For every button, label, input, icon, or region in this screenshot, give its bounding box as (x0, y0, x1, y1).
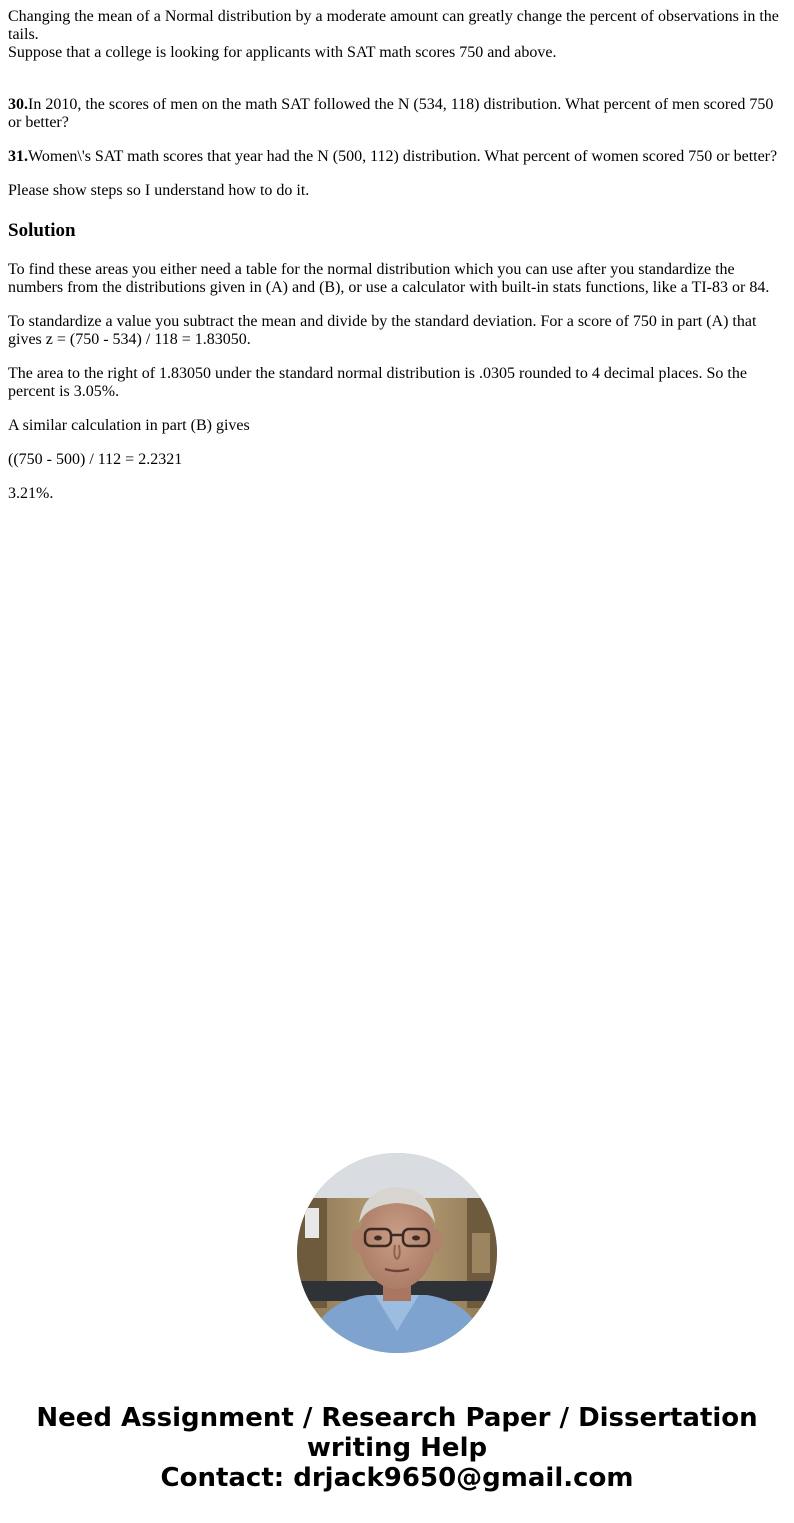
promo-contact-line: Contact: drjack9650@gmail.com (160, 1463, 634, 1493)
promo-line-2: writing Help (306, 1433, 488, 1463)
solution-heading: Solution (8, 220, 76, 241)
problem-intro (8, 8, 786, 62)
request-text: Please show steps so I understand how to do it. (8, 182, 310, 199)
document-content (8, 8, 786, 503)
solution-paragraph-4: A similar calculation in part (B) gives (8, 417, 250, 434)
promo-banner (0, 1403, 794, 1493)
question-31 (8, 148, 786, 166)
intro-line-1: Changing the mean of a Normal distribution by a moderate amount can greatly change the percent of observations in the tails. (8, 8, 779, 43)
solution-equation: ((750 - 500) / 112 = 2.2321 (8, 451, 183, 468)
promo-line-1: Need Assignment / Research Paper / Dissertation (36, 1403, 758, 1433)
author-portrait-image (297, 1153, 497, 1353)
solution-paragraph-1: To find these areas you either need a table for the normal distribution which you can use after you standardize the numbers from the distributions given in (A) and (B), or use a calculator with built-in stats functions, like a TI-83 or 84. (8, 261, 770, 296)
solution-paragraph-3: The area to the right of 1.83050 under the standard normal distribution is .0305 rounded to 4 decimal places. So the percent is 3.05%. (8, 365, 747, 400)
question-31-number: 31. (8, 148, 28, 165)
author-avatar (297, 1153, 497, 1353)
solution-paragraph-2: To standardize a value you subtract the mean and divide by the standard deviation. For a score of 750 in part (A) that gives z = (750 - 534) / 118 = 1.83050. (8, 313, 757, 348)
intro-line-2: Suppose that a college is looking for applicants with SAT math scores 750 and above. (8, 44, 557, 61)
question-31-text: Women\'s SAT math scores that year had the N (500, 112) distribution. What percent of women scored 750 or better? (28, 148, 778, 165)
question-30 (8, 96, 786, 132)
question-30-text: In 2010, the scores of men on the math SAT followed the N (534, 118) distribution. What percent of men scored 750 or better? (8, 96, 774, 131)
question-30-number: 30. (8, 96, 28, 113)
solution-answer: 3.21%. (8, 485, 54, 502)
